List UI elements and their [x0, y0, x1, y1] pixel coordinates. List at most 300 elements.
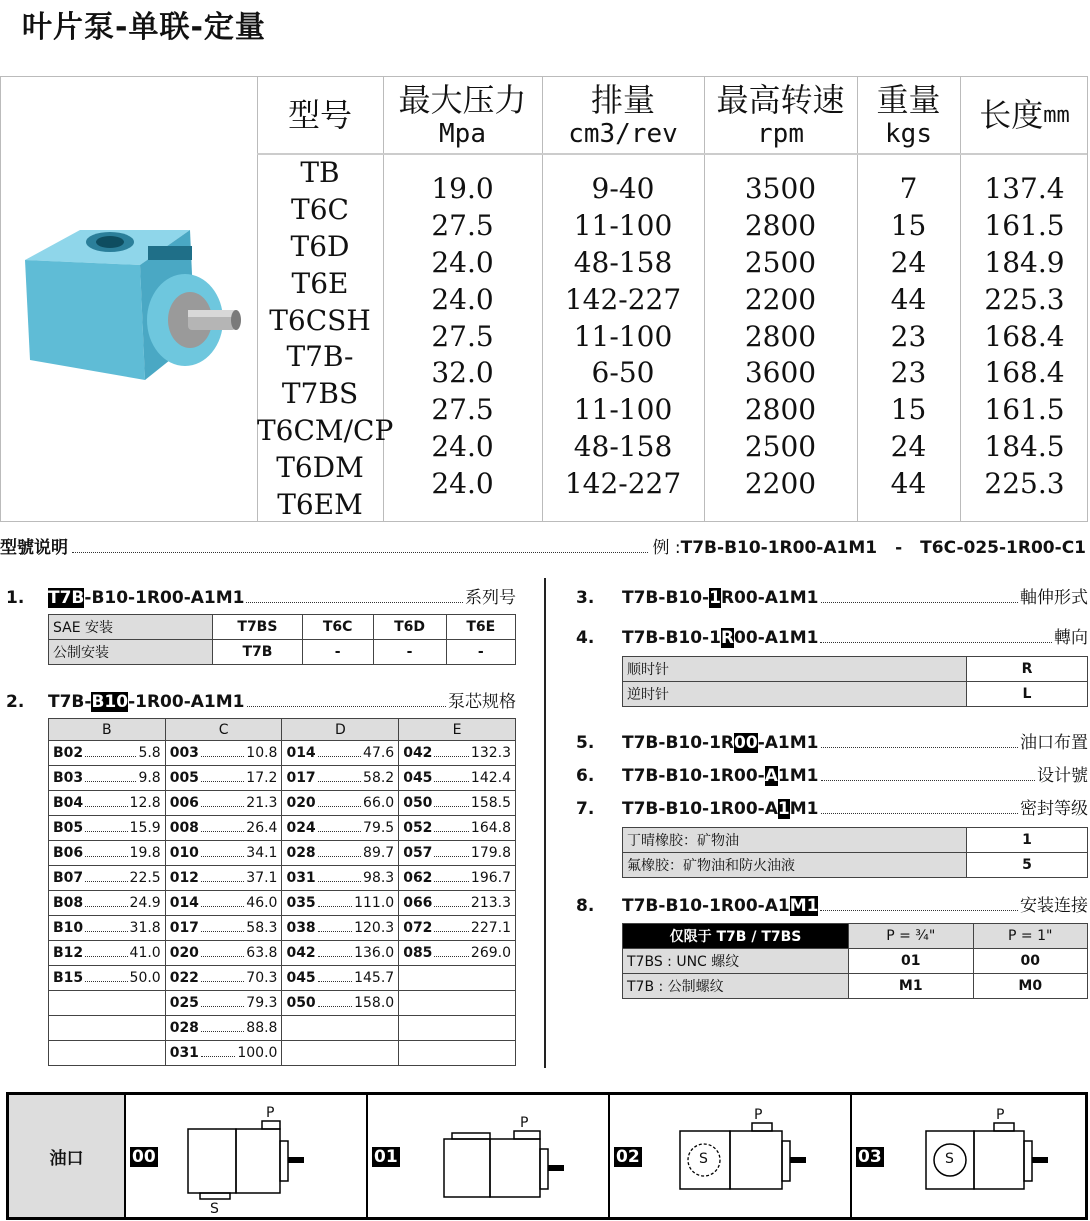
cartridge-cell	[282, 791, 399, 816]
cartridge-code: 031	[169, 1045, 199, 1061]
cartridge-code: B04	[53, 795, 84, 811]
code-highlight: R	[720, 628, 735, 648]
cartridge-displacement: 120.3	[354, 920, 395, 936]
cartridge-displacement: 100.0	[237, 1045, 278, 1061]
dot-leader	[820, 633, 1052, 643]
series-model: T7B	[213, 640, 303, 665]
cartridge-cell	[282, 1041, 399, 1066]
code-prefix: T7B-B10-1R00-A1	[622, 896, 790, 916]
example-separator: -	[895, 538, 903, 558]
pressure-value: 27.5	[431, 393, 494, 427]
cartridge-entry	[170, 770, 278, 786]
code-rest: 00-A1M1	[734, 628, 819, 648]
dot-leader	[85, 897, 127, 907]
code-highlight: A	[764, 766, 778, 786]
item-number: 7.	[576, 799, 595, 819]
cartridge-displacement: 47.6	[363, 745, 395, 761]
cartridge-displacement: 145.7	[354, 970, 395, 986]
cartridge-header: C	[165, 719, 282, 741]
series-model: -	[302, 640, 373, 665]
cartridge-row	[49, 741, 516, 766]
header-pressure: 最大压力 Mpa	[398, 81, 527, 149]
cartridge-cell	[399, 866, 516, 891]
cartridge-entry	[170, 745, 278, 761]
cartridge-cell	[399, 941, 516, 966]
weight-value: 44	[890, 467, 927, 501]
cartridge-cell	[282, 866, 399, 891]
cartridge-cell	[49, 991, 166, 1016]
code-rest: -A1M1	[757, 733, 819, 753]
cartridge-cell	[282, 816, 399, 841]
model-name: T6CM/CP	[257, 414, 394, 448]
cartridge-entry	[170, 820, 278, 836]
vane-pump-image	[20, 210, 244, 388]
cartridge-code: 072	[403, 920, 433, 936]
item-label: 密封等级	[1020, 799, 1088, 819]
port-option-02	[610, 1095, 852, 1217]
speed-value: 2200	[744, 467, 817, 501]
dot-leader	[434, 822, 468, 832]
cartridge-displacement: 79.5	[363, 820, 395, 836]
cartridge-displacement: 142.4	[470, 770, 511, 786]
pressure-value: 24.0	[431, 245, 494, 279]
dot-leader	[318, 822, 361, 832]
code-prefix: T7B-B10-1R	[622, 733, 735, 753]
code-rest: -1R00-A1M1	[128, 692, 245, 712]
dot-leader	[318, 972, 352, 982]
cartridge-displacement: 24.9	[129, 895, 161, 911]
cartridge-code: 052	[403, 820, 433, 836]
dot-leader	[434, 772, 468, 782]
cartridge-entry	[170, 795, 278, 811]
header-displacement: 排量 cm3/rev	[568, 81, 678, 149]
port-p-label: P	[520, 1115, 529, 1131]
cartridge-row	[49, 941, 516, 966]
dot-leader	[85, 847, 127, 857]
cartridge-code: 014	[286, 745, 316, 761]
cartridge-displacement: 98.3	[363, 870, 395, 886]
dot-leader	[318, 922, 352, 932]
column-divider	[544, 578, 546, 1068]
seal-code: 1	[967, 828, 1088, 853]
pressure-value: 24.0	[431, 430, 494, 464]
cartridge-entry	[403, 770, 511, 786]
dot-leader	[85, 947, 127, 957]
cartridge-row	[49, 891, 516, 916]
cartridge-row	[49, 1041, 516, 1066]
rotation-row	[623, 682, 1088, 707]
speed-values	[704, 171, 857, 503]
cartridge-entry	[53, 745, 161, 761]
model-name: T6C	[291, 192, 349, 226]
cartridge-displacement: 31.8	[129, 920, 161, 936]
dot-leader	[85, 747, 136, 757]
cartridge-code: 008	[169, 820, 199, 836]
cartridge-displacement: 26.4	[246, 820, 278, 836]
cartridge-code: 042	[403, 745, 433, 761]
series-model: T6D	[373, 615, 446, 640]
cartridge-cell	[282, 891, 399, 916]
displacement-value: 142-227	[564, 282, 682, 316]
series-row	[49, 615, 516, 640]
port-p-label: P	[266, 1105, 275, 1121]
dot-leader	[318, 797, 361, 807]
header-weight: 重量 kgs	[876, 81, 941, 149]
cartridge-code: 024	[286, 820, 316, 836]
cartridge-displacement: 158.5	[470, 795, 511, 811]
cartridge-cell	[165, 991, 282, 1016]
cartridge-displacement: 46.0	[246, 895, 278, 911]
weight-values	[857, 171, 960, 503]
cartridge-code: 038	[286, 920, 316, 936]
cartridge-code: 005	[169, 770, 199, 786]
cartridge-displacement: 89.7	[363, 845, 395, 861]
cartridge-code: 042	[286, 945, 316, 961]
cartridge-entry	[286, 820, 394, 836]
rotation-code: R	[967, 657, 1088, 682]
cartridge-row	[49, 841, 516, 866]
seal-row	[623, 828, 1088, 853]
speed-value: 2800	[744, 319, 817, 353]
page-title: 叶片泵-单联-定量	[22, 10, 266, 45]
cartridge-displacement: 5.8	[138, 745, 161, 761]
cartridge-displacement: 37.1	[246, 870, 278, 886]
item-rotation	[576, 623, 1088, 648]
port-code: 03	[858, 1147, 882, 1167]
displacement-value: 48-158	[573, 430, 673, 464]
code-rest: R00-A1M1	[720, 588, 819, 608]
item-number: 3.	[576, 588, 595, 608]
speed-value: 3500	[744, 172, 817, 205]
displacement-value: 142-227	[564, 467, 682, 501]
cartridge-entry	[286, 920, 394, 936]
cartridge-displacement: 58.3	[246, 920, 278, 936]
weight-value: 23	[890, 356, 927, 390]
cartridge-entry	[403, 845, 511, 861]
cartridge-row	[49, 791, 516, 816]
cartridge-row	[49, 916, 516, 941]
series-row	[49, 640, 516, 665]
seal-table	[622, 827, 1088, 878]
cartridge-entry	[170, 870, 278, 886]
cartridge-code: 012	[169, 870, 199, 886]
dot-leader	[821, 804, 1019, 814]
cartridge-entry	[286, 895, 394, 911]
item-mount	[576, 891, 1088, 916]
cartridge-cell	[165, 1016, 282, 1041]
cartridge-entry	[53, 920, 161, 936]
rotation-code: L	[967, 682, 1088, 707]
length-value: 161.5	[984, 393, 1065, 427]
header-model: 型号	[287, 96, 352, 134]
oil-port-strip	[6, 1092, 1088, 1220]
cartridge-code: B15	[53, 970, 84, 986]
mount-code: 01	[849, 949, 974, 974]
mount-code: M0	[973, 974, 1088, 999]
cartridge-code: 045	[286, 970, 316, 986]
item-code	[622, 733, 819, 753]
cartridge-cell	[49, 966, 166, 991]
weight-value: 15	[890, 393, 927, 427]
cartridge-cell	[49, 766, 166, 791]
cartridge-displacement: 12.8	[129, 795, 161, 811]
cartridge-cell	[165, 766, 282, 791]
mount-row	[623, 949, 1088, 974]
mount-code: 00	[973, 949, 1088, 974]
cartridge-header-row	[49, 719, 516, 741]
dot-leader	[246, 593, 463, 603]
cartridge-entry	[170, 945, 278, 961]
pressure-value: 27.5	[431, 319, 494, 353]
cartridge-cell	[165, 791, 282, 816]
dot-leader	[201, 972, 244, 982]
cartridge-entry	[53, 870, 161, 886]
cartridge-cell	[49, 1041, 166, 1066]
item-label: 油口布置	[1020, 733, 1088, 753]
dot-leader	[434, 947, 468, 957]
cartridge-cell	[282, 1016, 399, 1041]
port-diagram-00	[126, 1095, 368, 1217]
cartridge-code: 050	[403, 795, 433, 811]
dot-leader	[201, 1047, 235, 1057]
cartridge-entry	[403, 870, 511, 886]
displacement-value: 48-158	[573, 245, 673, 279]
cartridge-cell	[49, 791, 166, 816]
code-prefix: T7B-B10-1R00-	[622, 766, 765, 786]
cartridge-table	[48, 718, 516, 1066]
cartridge-entry	[53, 895, 161, 911]
item-seal	[576, 794, 1088, 819]
cartridge-cell	[282, 941, 399, 966]
cartridge-code: 062	[403, 870, 433, 886]
code-highlight: 1	[709, 588, 721, 608]
cartridge-row	[49, 991, 516, 1016]
cartridge-displacement: 21.3	[246, 795, 278, 811]
cartridge-displacement: 136.0	[354, 945, 395, 961]
port-option-03	[852, 1095, 1088, 1217]
cartridge-cell	[49, 866, 166, 891]
mount-code: M1	[849, 974, 974, 999]
length-value: 161.5	[984, 208, 1065, 242]
cartridge-cell	[399, 766, 516, 791]
item-code	[622, 588, 819, 608]
cartridge-entry	[170, 995, 278, 1011]
port-code: 01	[374, 1147, 398, 1167]
displacement-value: 11-100	[573, 208, 673, 242]
port-code: 02	[616, 1147, 640, 1167]
code-rest: -B10-1R00-A1M1	[84, 588, 245, 608]
mount-thread: T7B : 公制螺纹	[623, 974, 849, 999]
cartridge-cell	[49, 741, 166, 766]
cartridge-cell	[49, 891, 166, 916]
speed-value: 3600	[744, 356, 817, 390]
mount-header-row	[623, 924, 1088, 949]
cartridge-entry	[286, 845, 394, 861]
displacement-values	[542, 171, 704, 503]
dot-leader	[201, 897, 244, 907]
dot-leader	[201, 847, 244, 857]
port-diagram-02	[610, 1095, 852, 1217]
cartridge-displacement: 19.8	[129, 845, 161, 861]
cartridge-code: 020	[169, 945, 199, 961]
header-length: 长度 mm	[979, 96, 1070, 134]
item-label: 设计號	[1037, 766, 1088, 786]
cartridge-entry	[53, 795, 161, 811]
mount-table	[622, 923, 1088, 999]
cartridge-displacement: 70.3	[246, 970, 278, 986]
dot-leader	[201, 797, 244, 807]
seal-label: 氟橡胶：矿物油和防火油液	[623, 853, 967, 878]
dot-leader	[85, 822, 127, 832]
speed-value: 2500	[744, 245, 817, 279]
cartridge-entry	[286, 970, 394, 986]
series-model: T7BS	[213, 615, 303, 640]
cartridge-code: 022	[169, 970, 199, 986]
desc-label: 型號说明	[0, 538, 68, 558]
port-option-00	[126, 1095, 368, 1217]
dot-leader	[318, 897, 352, 907]
code-rest: M1	[789, 799, 819, 819]
item-label: 軸伸形式	[1020, 588, 1088, 608]
dot-leader	[201, 872, 244, 882]
cartridge-cell	[282, 991, 399, 1016]
cartridge-entry	[403, 745, 511, 761]
cartridge-cell	[282, 916, 399, 941]
item-number: 6.	[576, 766, 595, 786]
cartridge-entry	[170, 920, 278, 936]
speed-value: 2200	[744, 282, 817, 316]
cartridge-displacement: 196.7	[470, 870, 511, 886]
dot-leader	[434, 797, 468, 807]
cartridge-displacement: 34.1	[246, 845, 278, 861]
length-value: 225.3	[984, 467, 1065, 501]
code-highlight: B10	[91, 692, 129, 712]
series-model: T6C	[302, 615, 373, 640]
cartridge-displacement: 58.2	[363, 770, 395, 786]
dot-leader	[821, 593, 1019, 603]
cartridge-header: E	[399, 719, 516, 741]
speed-value: 2800	[744, 393, 817, 427]
item-number: 2.	[6, 692, 25, 712]
cartridge-displacement: 17.2	[246, 770, 278, 786]
cartridge-displacement: 132.3	[470, 745, 511, 761]
port-diagram-01	[368, 1095, 610, 1217]
oil-port-label: 油口	[9, 1095, 126, 1217]
item-code	[622, 628, 818, 648]
cartridge-code: 003	[169, 745, 199, 761]
port-code: 00	[132, 1147, 156, 1167]
item-number: 4.	[576, 628, 595, 648]
cartridge-displacement: 41.0	[129, 945, 161, 961]
item-label: 系列号	[465, 588, 516, 608]
cartridge-code: B05	[53, 820, 84, 836]
cartridge-code: B08	[53, 895, 84, 911]
displacement-value: 9-40	[591, 172, 655, 205]
mount-header: 仅限于 T7B / T7BS	[623, 924, 849, 949]
pressure-value: 19.0	[431, 172, 494, 205]
cartridge-displacement: 164.8	[470, 820, 511, 836]
example-code-1: T7B-B10-1R00-A1M1	[680, 538, 878, 558]
cartridge-displacement: 66.0	[363, 795, 395, 811]
dot-leader	[821, 738, 1019, 748]
cartridge-code: 050	[286, 995, 316, 1011]
rotation-label: 顺时针	[623, 657, 967, 682]
cartridge-displacement: 213.3	[470, 895, 511, 911]
cartridge-code: 025	[169, 995, 199, 1011]
cartridge-entry	[53, 845, 161, 861]
cartridge-displacement: 22.5	[129, 870, 161, 886]
port-s-label: S	[210, 1201, 219, 1217]
model-name: T6E	[291, 266, 349, 300]
cartridge-code: 028	[169, 1020, 199, 1036]
item-port	[576, 728, 1088, 753]
cartridge-code: B10	[53, 920, 84, 936]
cartridge-code: B06	[53, 845, 84, 861]
cartridge-entry	[403, 820, 511, 836]
cartridge-cell	[165, 816, 282, 841]
model-name: T6DM	[276, 451, 364, 485]
dot-leader	[434, 747, 468, 757]
cartridge-entry	[403, 795, 511, 811]
cartridge-cell	[165, 941, 282, 966]
cartridge-cell	[49, 841, 166, 866]
dot-leader	[201, 822, 244, 832]
mount-type: SAE 安装	[49, 615, 213, 640]
dot-leader	[434, 897, 468, 907]
item-number: 8.	[576, 896, 595, 916]
code-prefix: T7B-B10-1R00-A	[622, 799, 778, 819]
pressure-value: 24.0	[431, 467, 494, 501]
model-name: T6CSH	[269, 303, 371, 337]
series-table	[48, 614, 516, 665]
port-s-label: S	[699, 1151, 708, 1167]
item-code	[622, 799, 819, 819]
cartridge-entry	[286, 995, 394, 1011]
dot-leader	[820, 901, 1018, 911]
cartridge-entry	[53, 770, 161, 786]
cartridge-displacement: 179.8	[470, 845, 511, 861]
cartridge-code: 006	[169, 795, 199, 811]
displacement-value: 11-100	[573, 319, 673, 353]
model-name: T7BS	[281, 377, 359, 411]
pressure-value: 24.0	[431, 282, 494, 316]
dot-leader	[434, 847, 468, 857]
cartridge-code: B02	[53, 745, 84, 761]
cartridge-entry	[170, 895, 278, 911]
weight-value: 24	[890, 430, 927, 464]
cartridge-entry	[286, 945, 394, 961]
code-highlight: 00	[734, 733, 758, 753]
dot-leader	[201, 922, 244, 932]
cartridge-displacement: 9.8	[138, 770, 161, 786]
cartridge-cell	[399, 916, 516, 941]
cartridge-entry	[403, 920, 511, 936]
item-code	[48, 588, 244, 608]
cartridge-entry	[170, 1045, 278, 1061]
dot-leader	[821, 771, 1036, 781]
mount-thread: T7BS : UNC 螺纹	[623, 949, 849, 974]
mount-header: P = ¾"	[849, 924, 974, 949]
cartridge-cell	[399, 966, 516, 991]
cartridge-cell	[282, 841, 399, 866]
length-value: 184.5	[984, 430, 1065, 464]
cartridge-code: 031	[286, 870, 316, 886]
dot-leader	[318, 872, 361, 882]
cartridge-displacement: 227.1	[470, 920, 511, 936]
cartridge-cell	[165, 966, 282, 991]
length-value: 168.4	[984, 356, 1065, 390]
dot-leader	[85, 972, 127, 982]
